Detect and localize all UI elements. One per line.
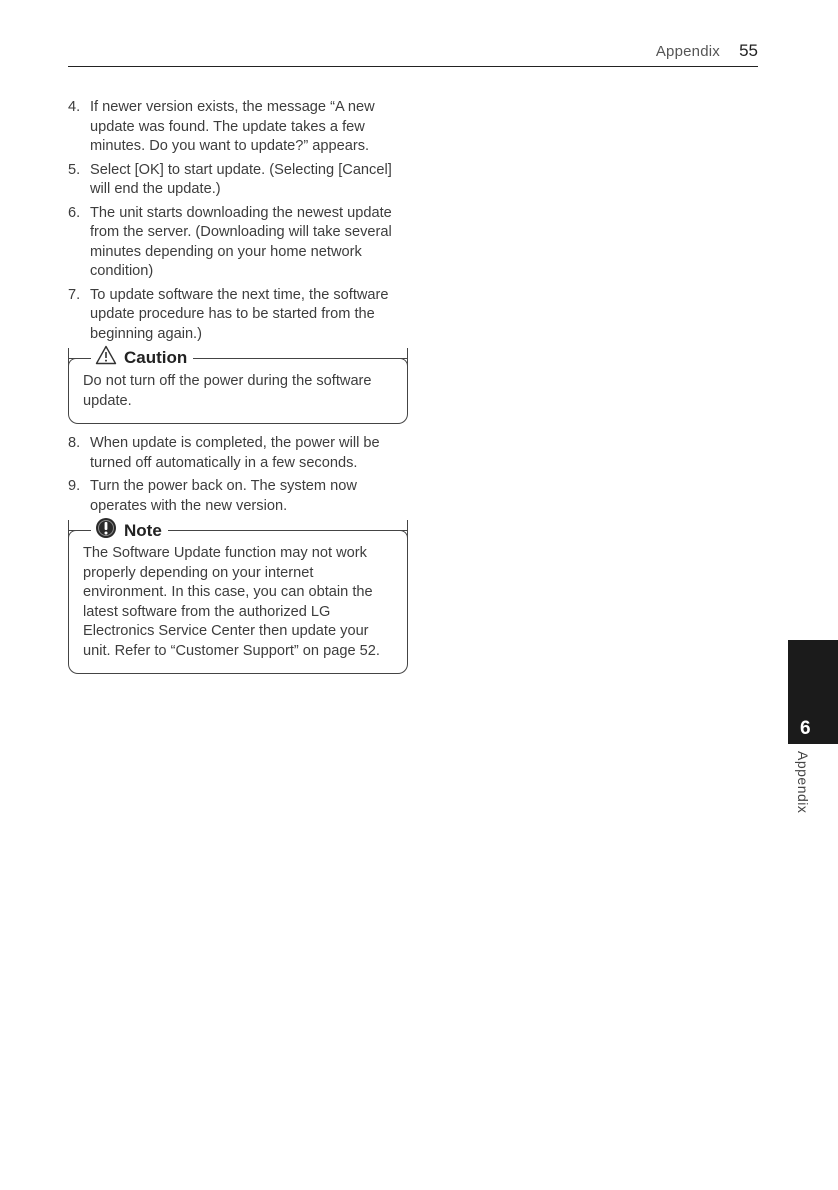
- step-number: 4.: [68, 99, 81, 115]
- note-box: [68, 520, 408, 674]
- note-body: The Software Update function may not work properly depending on your internet environment. In this case, you can obtain the latest software from the authorized LG Electronics Service Center then update your unit. Refer to “Customer Support” on page 52.: [83, 545, 380, 659]
- step-item: [68, 98, 408, 157]
- steps-list-a: [68, 98, 408, 344]
- step-text: Select [OK] to start update. (Selecting [Cancel] will end the update.): [90, 161, 392, 197]
- caution-body: Do not turn off the power during the software update.: [83, 373, 372, 409]
- step-number: 6.: [68, 204, 81, 221]
- info-exclamation-icon: [95, 517, 117, 544]
- step-number: 8.: [68, 435, 81, 451]
- chapter-label-text: Appendix: [795, 751, 811, 814]
- step-text: To update software the next time, the software update procedure has to be started from the beginning again.): [90, 286, 389, 342]
- step-item: [68, 204, 408, 282]
- chapter-number: 6: [800, 718, 811, 739]
- step-item: [68, 434, 408, 473]
- step-text: The unit starts downloading the newest update from the server. (Downloading will take several minutes depending on your home network condition): [90, 204, 392, 279]
- header-page-number: 55: [739, 41, 758, 60]
- caution-title: [91, 345, 193, 370]
- note-title-text: Note: [124, 520, 162, 540]
- caution-box: [68, 348, 408, 424]
- step-number: 9.: [68, 478, 81, 494]
- step-number: 7.: [68, 286, 81, 303]
- note-title: [91, 517, 168, 544]
- caution-title-text: Caution: [124, 347, 188, 367]
- step-number: 5.: [68, 161, 81, 178]
- step-text: If newer version exists, the message “A new update was found. The update takes a few minutes. Do you want to update?” appears.: [90, 99, 375, 154]
- steps-list-b: [68, 434, 408, 516]
- header-section-title: Appendix: [655, 43, 720, 60]
- chapter-tab: [788, 640, 838, 744]
- step-item: [68, 477, 408, 516]
- main-content: [68, 98, 408, 684]
- step-text: When update is completed, the power will be turned off automatically in a few seconds.: [90, 435, 380, 471]
- chapter-tab-label: [791, 751, 813, 831]
- warning-triangle-icon: [95, 345, 117, 370]
- step-text: Turn the power back on. The system now operates with the new version.: [90, 478, 357, 514]
- step-item: [68, 161, 408, 200]
- page-header: [68, 40, 758, 67]
- step-item: [68, 286, 408, 345]
